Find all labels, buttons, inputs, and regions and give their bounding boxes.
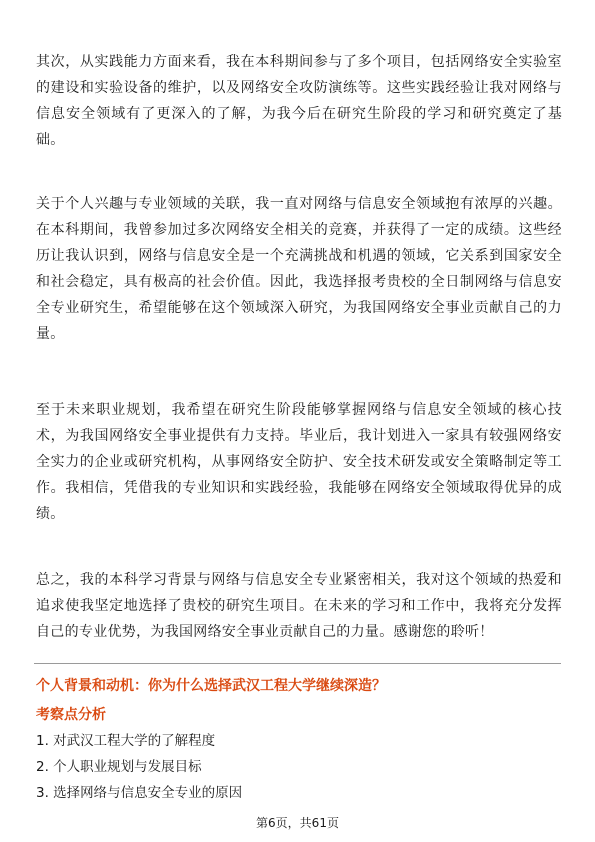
- paragraph-conclusion: 总之，我的本科学习背景与网络与信息安全专业紧密相关，我对这个领域的热爱和追求使我坚定地选择了贵校的研究生项目。在未来的学习和工作中，我将充分发挥自己的专业优势，为我国网络安全事业贡献自己的力量。感谢您的聆听！: [36, 572, 562, 640]
- analysis-heading: 考察点分析: [36, 707, 106, 723]
- paragraph-career-plan: 至于未来职业规划，我希望在研究生阶段能够掌握网络与信息安全领域的核心技术，为我国网络安全事业提供有力支持。毕业后，我计划进入一家具有较强网络安全实力的企业或研究机构，从事网络安全防护、安全技术研发或安全策略制定等工作。我相信，凭借我的专业知识和实践经验，我能够在网络安全领域取得优异的成绩。: [36, 402, 562, 522]
- list-item: 3. 选择网络与信息安全专业的原因: [36, 785, 243, 801]
- question-heading: 个人背景和动机：你为什么选择武汉工程大学继续深造？: [36, 678, 386, 694]
- paragraph-interest: 关于个人兴趣与专业领域的关联，我一直对网络与信息安全领域抱有浓厚的兴趣。在本科期间，我曾参加过多次网络安全相关的竞赛，并获得了一定的成绩。这些经历让我认识到，网络与信息安全是一个充满挑战和机遇的领域，它关系到国家安全和社会稳定，具有极高的社会价值。因此，我选择报考贵校的全日制网络与信息安全专业研究生，希望能够在这个领域深入研究，为我国网络安全事业贡献自己的力量。: [36, 196, 562, 342]
- page-number-footer: 第6页，共61页: [256, 816, 339, 830]
- list-item: 1. 对武汉工程大学的了解程度: [36, 733, 216, 749]
- analysis-points-list: [36, 728, 242, 806]
- list-item: 2. 个人职业规划与发展目标: [36, 759, 202, 775]
- section-divider: [34, 663, 561, 664]
- paragraph-practice: 其次，从实践能力方面来看，我在本科期间参与了多个项目，包括网络安全实验室的建设和实验设备的维护，以及网络安全攻防演练等。这些实践经验让我对网络与信息安全领域有了更深入的了解，为我今后在研究生阶段的学习和研究奠定了基础。: [36, 54, 562, 148]
